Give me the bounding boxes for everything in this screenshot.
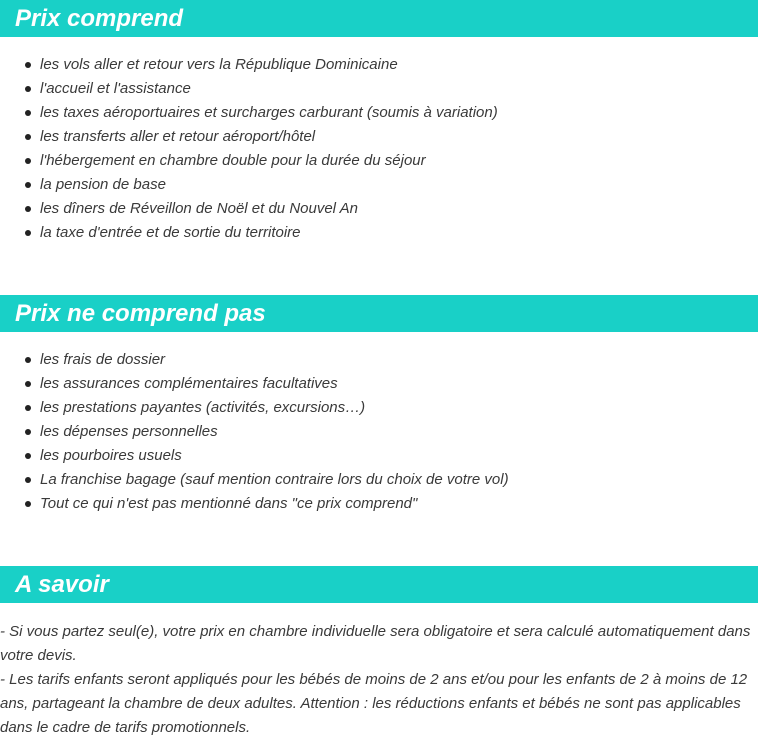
list-item: les frais de dossier [0, 348, 758, 372]
list-item: l'hébergement en chambre double pour la durée du séjour [0, 149, 758, 173]
info-title: A savoir [0, 566, 758, 603]
list-item: les transferts aller et retour aéroport/hôtel [0, 125, 758, 149]
list-item: La franchise bagage (sauf mention contraire lors du choix de votre vol) [0, 468, 758, 492]
list-item: Tout ce qui n'est pas mentionné dans "ce prix comprend" [0, 492, 758, 516]
info-note: - Les tarifs enfants seront appliqués pour les bébés de moins de 2 ans et/ou pour les enfants de 2 à moins de 12 ans, partageant la chambre de deux adultes. Attention : les réductions enfants et bébés ne sont pas applicables dans le cadre de tarifs promotionnels. [0, 671, 748, 736]
list-item: les assurances complémentaires facultatives [0, 372, 758, 396]
includes-title: Prix comprend [0, 0, 758, 37]
bullet-icon [25, 86, 31, 92]
bullet-icon [25, 501, 31, 507]
bullet-icon [25, 62, 31, 68]
info-section [0, 566, 758, 740]
bullet-icon [25, 357, 31, 363]
info-notes [0, 620, 758, 740]
list-item: les dépenses personnelles [0, 420, 758, 444]
bullet-icon [25, 206, 31, 212]
list-item: les taxes aéroportuaires et surcharges carburant (soumis à variation) [0, 101, 758, 125]
bullet-icon [25, 405, 31, 411]
info-note: - Si vous partez seul(e), votre prix en chambre individuelle sera obligatoire et sera calculé automatiquement dans votre devis. [0, 623, 751, 664]
excludes-title: Prix ne comprend pas [0, 295, 758, 332]
bullet-icon [25, 134, 31, 140]
bullet-icon [25, 381, 31, 387]
excludes-list [0, 348, 758, 516]
bullet-icon [25, 182, 31, 188]
list-item: la pension de base [0, 173, 758, 197]
bullet-icon [25, 230, 31, 236]
includes-list [0, 53, 758, 245]
excludes-section [0, 295, 758, 516]
list-item: les prestations payantes (activités, excursions…) [0, 396, 758, 420]
list-item: les vols aller et retour vers la République Dominicaine [0, 53, 758, 77]
list-item: la taxe d'entrée et de sortie du territoire [0, 221, 758, 245]
bullet-icon [25, 110, 31, 116]
bullet-icon [25, 429, 31, 435]
list-item: l'accueil et l'assistance [0, 77, 758, 101]
includes-section [0, 0, 758, 245]
list-item: les dîners de Réveillon de Noël et du Nouvel An [0, 197, 758, 221]
bullet-icon [25, 158, 31, 164]
bullet-icon [25, 477, 31, 483]
list-item: les pourboires usuels [0, 444, 758, 468]
bullet-icon [25, 453, 31, 459]
